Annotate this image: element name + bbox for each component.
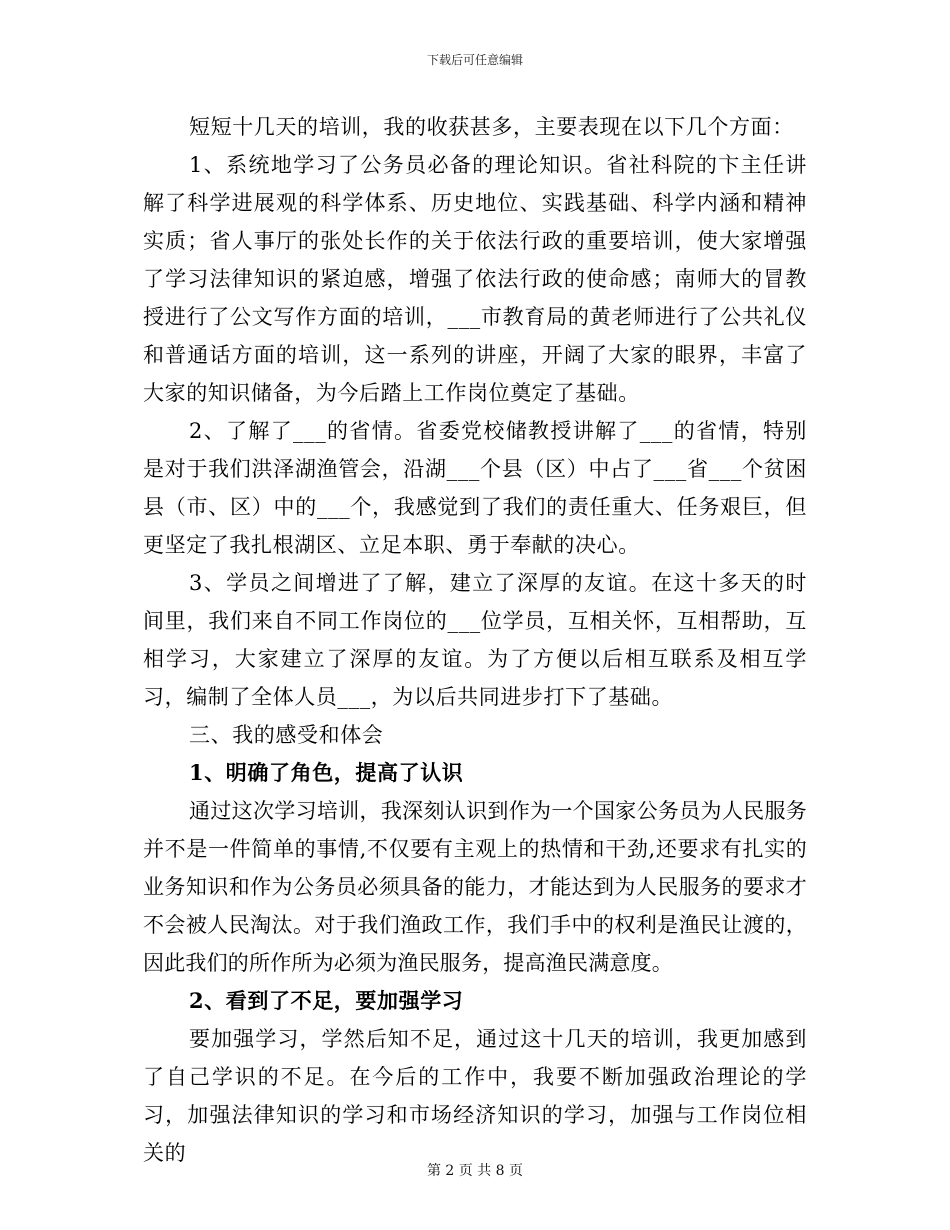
intro-paragraph: 短短十几天的培训，我的收获甚多，主要表现在以下几个方面： [189, 115, 794, 139]
point-3-paragraph: 3、学员之间增进了了解，建立了深厚的友谊。在这十多天的时间里，我们来自不同工作岗位的___位学员，互相关怀，互相帮助，互相学习，大家建立了深厚的友谊。为了方便以后相互联系及相互学习，编制了全体人员___，为以后共同进步打下了基础。 [143, 571, 807, 709]
section-3-heading: 三、我的感受和体会 [189, 723, 384, 747]
subsection-2-paragraph: 要加强学习，学然后知不足，通过这十几天的培训，我更加感到了自己学识的不足。在今后的工作中，我要不断加强政治理论的学习，加强法律知识的学习和市场经济知识的学习，加强与工作岗位相关的 [143, 1027, 807, 1165]
subsection-2-heading: 2、看到了不足，要加强学习 [189, 988, 464, 1013]
page-footer: 第 2 页 共 8 页 [426, 1163, 524, 1179]
point-2-paragraph: 2、了解了___的省情。省委党校储教授讲解了___的省情，特别是对于我们洪泽湖渔管会，沿湖___个县（区）中占了___省___个贫困县（市、区）中的___个，我感觉到了我们的责任重大、任务艰巨，但更坚定了我扎根湖区、立足本职、勇于奉献的决心。 [143, 419, 807, 557]
page-content [143, 108, 807, 1172]
subsection-1-heading: 1、明确了角色，提高了认识 [189, 760, 464, 785]
subsection-1-paragraph: 通过这次学习培训，我深刻认识到作为一个国家公务员为人民服务并不是一件简单的事情,不仅要有主观上的热情和干劲,还要求有扎实的业务知识和作为公务员必须具备的能力，才能达到为人民服务的要求才不会被人民淘汰。对于我们渔政工作，我们手中的权利是渔民让渡的，因此我们的所作所为必须为渔民服务，提高渔民满意度。 [143, 799, 807, 975]
point-1-paragraph: 1、系统地学习了公务员必备的理论知识。省社科院的卞主任讲解了科学进展观的科学体系、历史地位、实践基础、科学内涵和精神实质；省人事厅的张处长作的关于依法行政的重要培训，使大家增强了学习法律知识的紧迫感，增强了依法行政的使命感；南师大的冒教授进行了公文写作方面的培训，___市教育局的黄老师进行了公共礼仪和普通话方面的培训，这一系列的讲座，开阔了大家的眼界，丰富了大家的知识储备，为今后踏上工作岗位奠定了基础。 [143, 153, 807, 405]
page-header: 下载后可任意编辑 [426, 53, 523, 67]
